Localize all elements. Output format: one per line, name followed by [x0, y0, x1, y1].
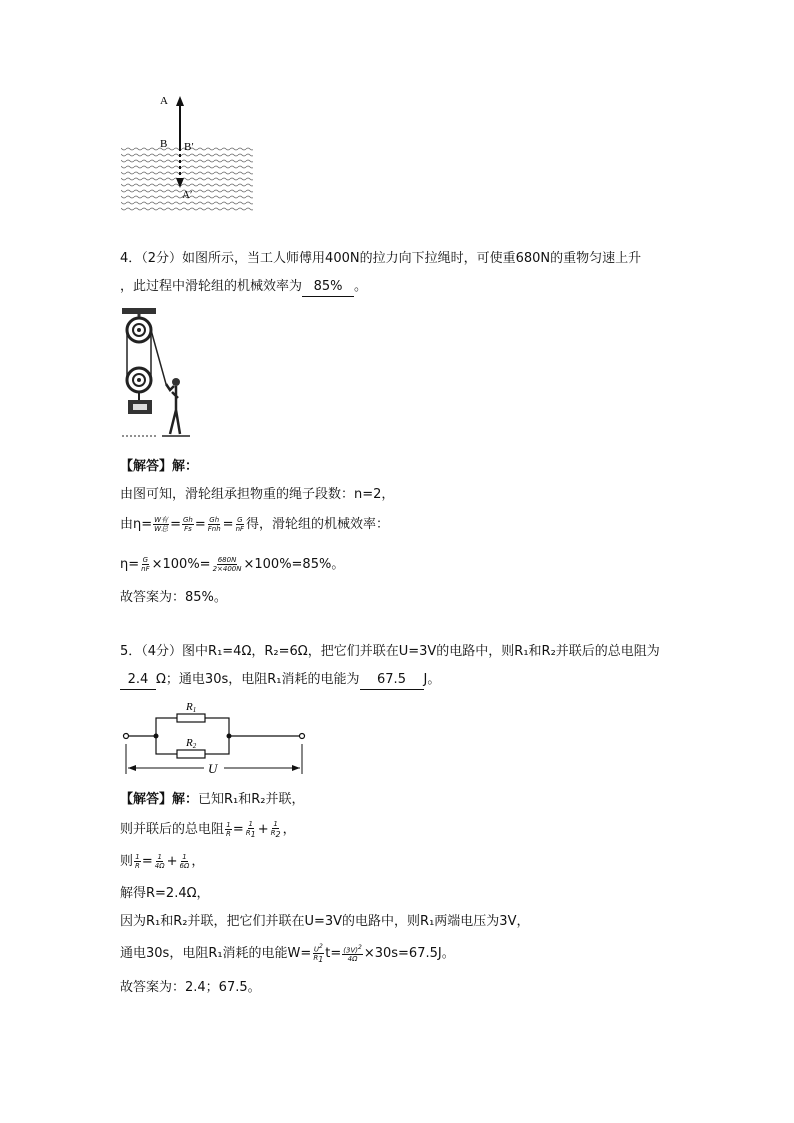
- sol5-l6: 通电30s，电阻R₁消耗的电能W= $\frac{U^2}{R_1}$ t= $\frac{(3V)^2}{4\Omega}$ ×30s=67.5J。: [120, 943, 455, 965]
- sol5-l4: 解得R=2.4Ω，: [120, 886, 210, 901]
- svg-text:R2: R2: [186, 737, 197, 750]
- reflection-figure: [118, 92, 258, 214]
- fraction: $\frac{1}{R_2}$: [270, 820, 281, 839]
- q5-answer1-blank: 2.4: [120, 671, 156, 690]
- fraction: $\frac{1}{R}$: [226, 821, 231, 838]
- sol5-l2: 则并联后的总电阻 $\frac{1}{R}$ = $\frac{1}{R_1}$ + $\frac{1}{R_2}$ ，: [120, 820, 296, 839]
- label-A-prime: A′: [182, 189, 193, 201]
- label-A: A: [160, 95, 168, 107]
- sol5-l0: 【解答】解：已知R₁和R₂并联，: [120, 792, 305, 807]
- fraction: $\frac{Gh}{\text{Fnh}}$: [207, 516, 221, 533]
- sol4-l2: 由η= $\frac{\text{W有}}{\text{W总}}$ = $\frac{Gh}{Fs}$ = $\frac{Gh}{\text{Fnh}}$ = $\frac{G}{nF}$ 得，滑轮组的机械效率：: [120, 516, 390, 533]
- sol4-l4: 故答案为：85%。: [120, 590, 227, 605]
- q4-line2: ，此过程中滑轮组的机械效率为 85% 。: [120, 278, 367, 297]
- sol5-l3: 则 $\frac{1}{R}$ = $\frac{1}{4\Omega}$ + $\frac{1}{6\Omega}$ ，: [120, 853, 205, 870]
- sol5-l7: 故答案为：2.4；67.5。: [120, 980, 261, 995]
- fraction: $\frac{U^2}{R_1}$: [313, 943, 324, 965]
- pulley-figure: [120, 306, 192, 448]
- q5-line2: 2.4 Ω；通电30s，电阻R₁消耗的电能为 67.5 J。: [120, 671, 440, 690]
- fraction: $\frac{(3V)^2}{4\Omega}$: [343, 944, 362, 964]
- resistor-r1: [177, 714, 205, 722]
- label-B-prime: B′: [184, 141, 194, 153]
- fraction: $\frac{1}{R_1}$: [245, 820, 256, 839]
- sol4-l3: η= $\frac{G}{nF}$ ×100%= $\frac{680N}{2\times 400N}$ ×100%=85%。: [120, 556, 345, 573]
- q5-line1: 5．（4分）图中R₁=4Ω，R₂=6Ω，把它们并联在U=3V的电路中，则R₁和R₂并联后的总电阻为: [120, 644, 660, 659]
- q5-answer2-blank: 67.5: [360, 671, 424, 690]
- fraction: $\frac{G}{nF}$: [141, 556, 150, 573]
- q4-line1: 4．（2分）如图所示，当工人师傅用400N的拉力向下拉绳时，可使重680N的重物匀速上升: [120, 251, 642, 266]
- fraction: $\frac{1}{4\Omega}$: [154, 853, 165, 870]
- sol4-head: 【解答】解：: [120, 459, 199, 474]
- circuit-figure: [120, 698, 310, 778]
- fraction: $\frac{G}{nF}$: [235, 516, 245, 533]
- svg-text:R1: R1: [186, 701, 197, 714]
- sol4-l1: 由图可知，滑轮组承担物重的绳子段数：n=2，: [120, 487, 395, 502]
- label-B: B: [160, 138, 168, 150]
- fraction: $\frac{680N}{2\times 400N}$: [212, 556, 242, 573]
- sol5-l5: 因为R₁和R₂并联，把它们并联在U=3V的电路中，则R₁两端电压为3V，: [120, 914, 530, 929]
- water-region: [121, 146, 253, 211]
- fraction: $\frac{1}{R}$: [135, 853, 140, 870]
- q4-answer-blank: 85%: [302, 278, 354, 297]
- fraction: $\frac{\text{W有}}{\text{W总}}$: [154, 516, 169, 533]
- fraction: $\frac{1}{6\Omega}$: [179, 853, 190, 870]
- svg-text:U: U: [208, 761, 218, 776]
- resistor-r2: [177, 750, 205, 758]
- fraction: $\frac{Gh}{Fs}$: [182, 516, 193, 533]
- arrow-head-up: [176, 96, 184, 106]
